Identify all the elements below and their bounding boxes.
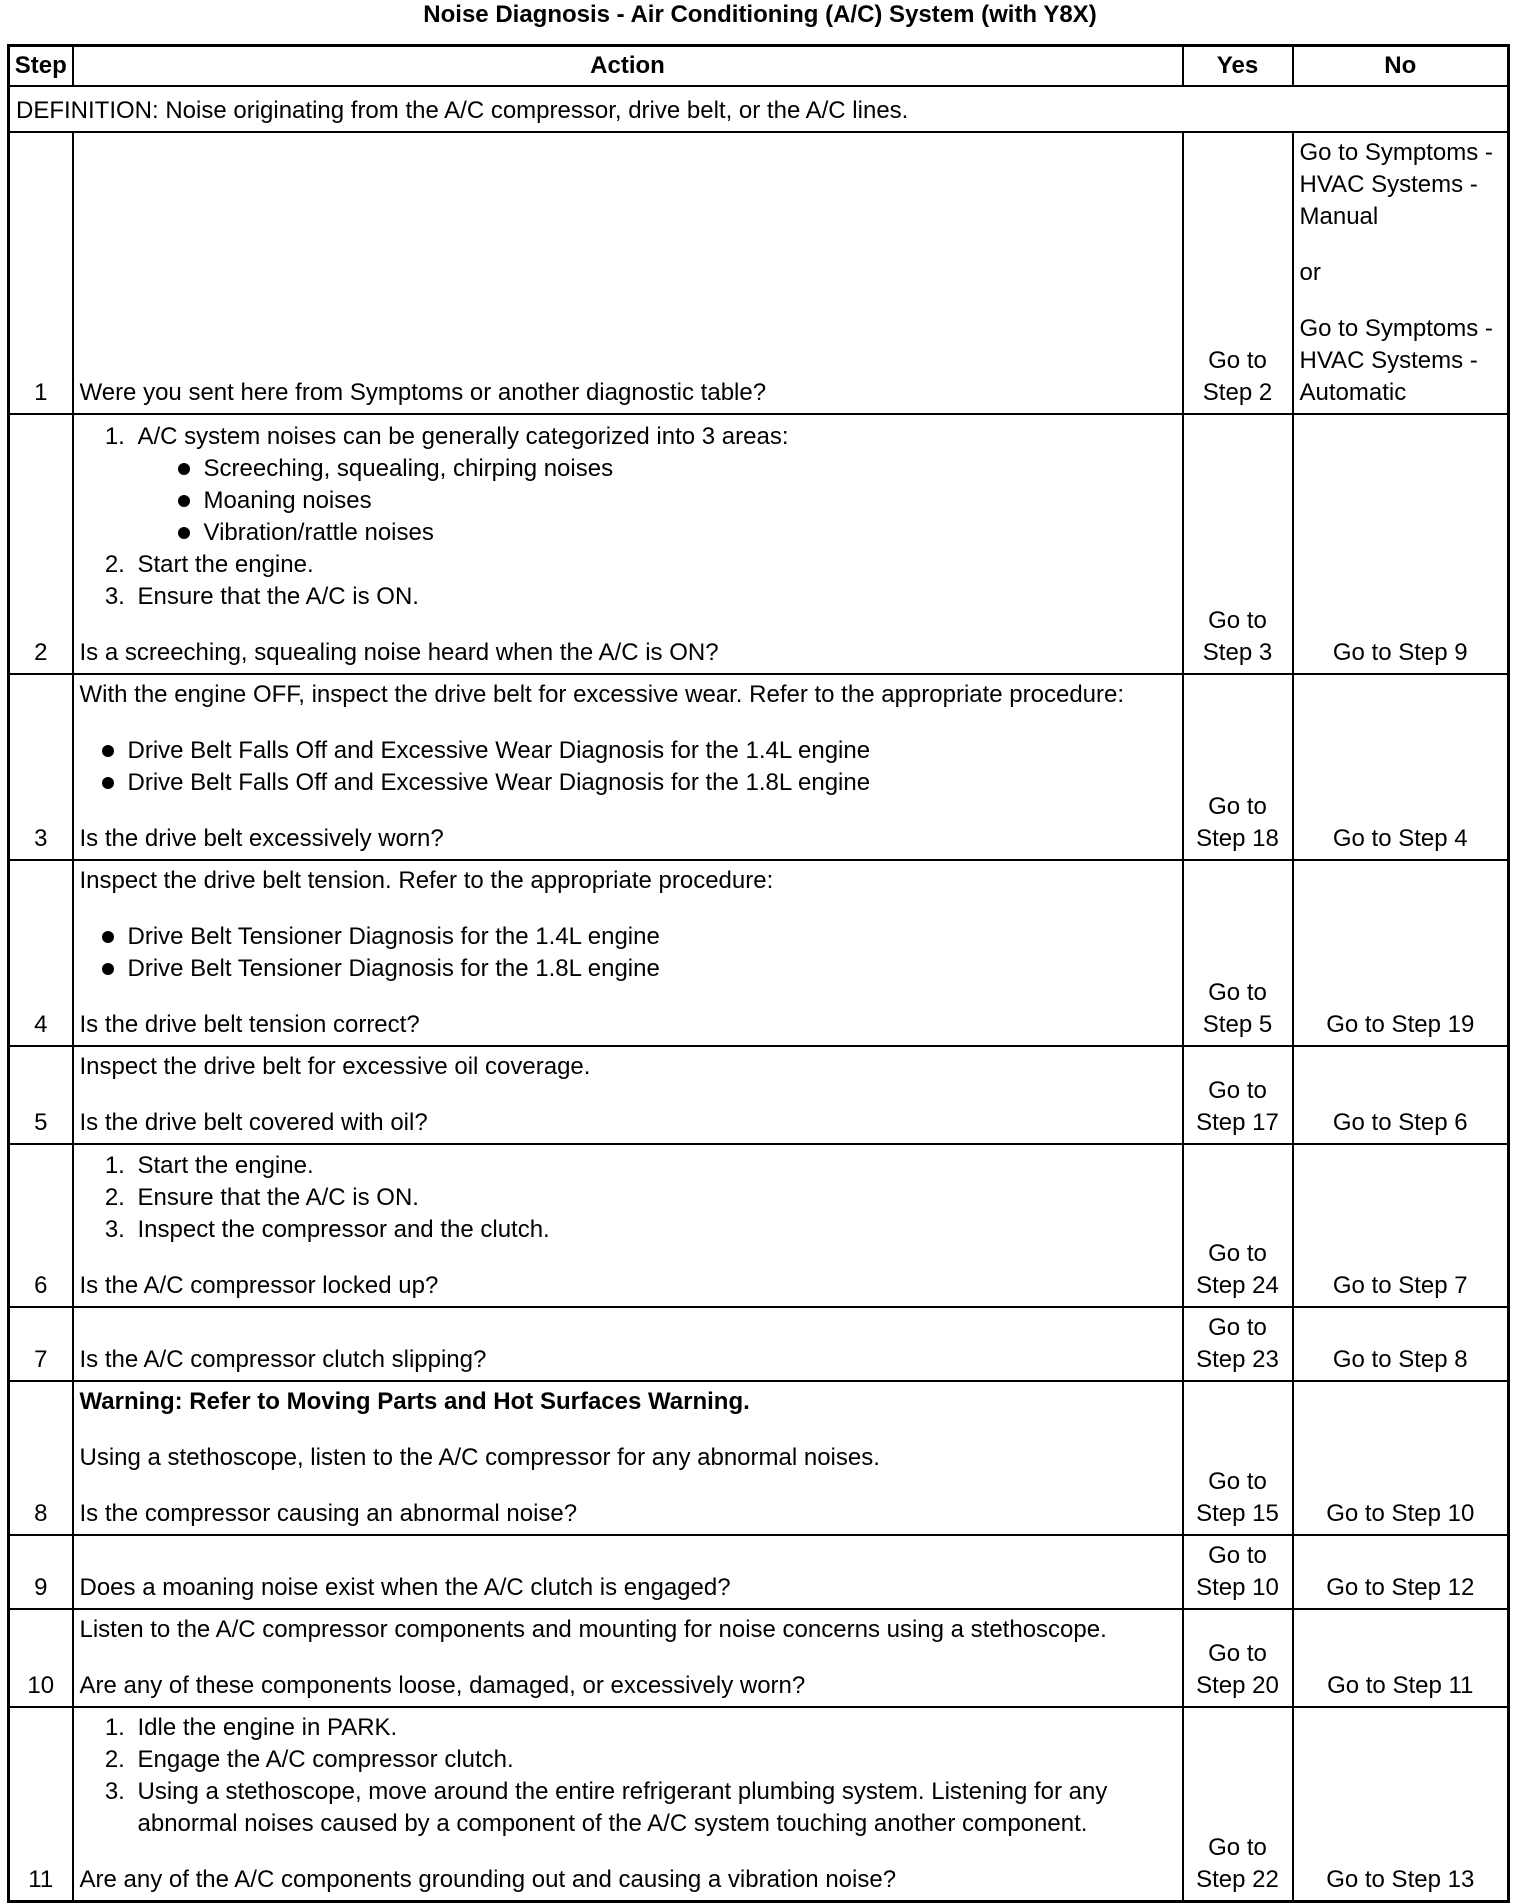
bullet-item: Drive Belt Tensioner Diagnosis for the 1.8L engine — [98, 953, 1176, 985]
step-number: 3 — [9, 674, 73, 860]
yes-line: Step 23 — [1196, 1346, 1279, 1373]
question-text: Is the drive belt tension correct? — [79, 1011, 420, 1038]
question-text: Is the drive belt excessively worn? — [79, 825, 444, 852]
yes-cell — [1183, 1535, 1293, 1609]
yes-line: Go to — [1208, 1468, 1267, 1495]
table-row — [9, 674, 1509, 860]
no-cell: Go to Step 8 — [1293, 1307, 1509, 1381]
yes-cell — [1183, 860, 1293, 1046]
table-row — [9, 132, 1509, 414]
action-cell — [73, 1535, 1183, 1609]
yes-cell — [1183, 1381, 1293, 1535]
yes-line: Step 2 — [1202, 379, 1273, 406]
no-line: HVAC Systems - — [1299, 347, 1478, 374]
step-number: 8 — [9, 1381, 73, 1535]
table-row — [9, 1046, 1509, 1144]
action-cell — [73, 1046, 1183, 1144]
no-line: Automatic — [1299, 379, 1407, 406]
step-number: 2 — [9, 414, 73, 674]
yes-line: Go to — [1208, 1240, 1267, 1267]
table-row — [9, 860, 1509, 1046]
no-cell: Go to Step 12 — [1293, 1535, 1509, 1609]
yes-line: Go to — [1208, 793, 1267, 820]
list-item — [132, 421, 1176, 549]
question-text: Does a moaning noise exist when the A/C clutch is engaged? — [79, 1574, 731, 1601]
bullet-item: Moaning noises — [174, 485, 1176, 517]
step-number: 11 — [9, 1707, 73, 1902]
header-step: Step — [9, 46, 73, 87]
action-cell — [73, 414, 1183, 674]
warning-text: Warning: Refer to Moving Parts and Hot Surfaces Warning. — [79, 1388, 750, 1415]
definition-text: DEFINITION: Noise originating from the A/C compressor, drive belt, or the A/C lines. — [9, 86, 1509, 132]
action-cell — [73, 1307, 1183, 1381]
yes-line: Go to — [1208, 1542, 1267, 1569]
question-text: Is a screeching, squealing noise heard when the A/C is ON? — [79, 639, 719, 666]
table-row — [9, 1381, 1509, 1535]
numbered-list — [80, 1712, 1176, 1840]
header-row — [9, 46, 1509, 87]
yes-cell — [1183, 1144, 1293, 1307]
no-line: Manual — [1299, 203, 1379, 230]
list-item: 1. Idle the engine in PARK. — [132, 1712, 1176, 1744]
yes-line: Go to — [1208, 1640, 1267, 1667]
action-cell — [73, 132, 1183, 414]
step-number: 5 — [9, 1046, 73, 1144]
bullet-item: Drive Belt Tensioner Diagnosis for the 1.4L engine — [98, 921, 1176, 953]
bullet-item: Drive Belt Falls Off and Excessive Wear Diagnosis for the 1.8L engine — [98, 767, 1176, 799]
action-cell — [73, 860, 1183, 1046]
list-item: 3. Inspect the compressor and the clutch. — [132, 1214, 1176, 1246]
table-row — [9, 1307, 1509, 1381]
yes-line: Go to — [1208, 1314, 1267, 1341]
table-row — [9, 1144, 1509, 1307]
header-no: No — [1293, 46, 1509, 87]
yes-line: Go to — [1208, 1834, 1267, 1861]
step-number: 4 — [9, 860, 73, 1046]
no-cell: Go to Step 9 — [1293, 414, 1509, 674]
list-item: 1. Start the engine. — [132, 1150, 1176, 1182]
action-cell — [73, 1144, 1183, 1307]
yes-line: Step 5 — [1202, 1011, 1273, 1038]
no-line: Go to Symptoms - — [1299, 139, 1493, 166]
page-title: Noise Diagnosis - Air Conditioning (A/C) System (with Y8X) — [423, 1, 1097, 28]
question-text: Is the drive belt covered with oil? — [79, 1109, 428, 1136]
bullet-list — [138, 453, 1176, 549]
yes-line: Go to — [1208, 979, 1267, 1006]
action-cell — [73, 1381, 1183, 1535]
no-line: or — [1299, 259, 1321, 286]
no-cell: Go to Step 4 — [1293, 674, 1509, 860]
step-number: 9 — [9, 1535, 73, 1609]
yes-cell — [1183, 674, 1293, 860]
question-text: Are any of the A/C components grounding out and causing a vibration noise? — [79, 1866, 897, 1893]
bullet-item: Screeching, squealing, chirping noises — [174, 453, 1176, 485]
no-line: HVAC Systems - — [1299, 171, 1478, 198]
intro-text: Inspect the drive belt for excessive oil coverage. — [79, 1053, 591, 1080]
no-cell: Go to Step 11 — [1293, 1609, 1509, 1707]
numbered-list — [80, 421, 1176, 613]
no-cell: Go to Step 7 — [1293, 1144, 1509, 1307]
step-number: 6 — [9, 1144, 73, 1307]
table-row — [9, 1609, 1509, 1707]
yes-line: Step 3 — [1202, 639, 1273, 666]
bullet-list — [80, 921, 1176, 985]
action-cell — [73, 674, 1183, 860]
bullet-list — [80, 735, 1176, 799]
no-cell: Go to Step 6 — [1293, 1046, 1509, 1144]
action-cell — [73, 1609, 1183, 1707]
no-cell: Go to Step 10 — [1293, 1381, 1509, 1535]
yes-line: Go to — [1208, 347, 1267, 374]
yes-line: Step 24 — [1196, 1272, 1279, 1299]
yes-line: Go to — [1208, 607, 1267, 634]
yes-line: Go to — [1208, 1077, 1267, 1104]
intro-text: Inspect the drive belt tension. Refer to the appropriate procedure: — [79, 867, 774, 894]
yes-line: Step 17 — [1196, 1109, 1279, 1136]
diagnosis-table — [7, 44, 1510, 1903]
yes-cell — [1183, 414, 1293, 674]
yes-line: Step 15 — [1196, 1500, 1279, 1527]
no-line: Go to Symptoms - — [1299, 315, 1493, 342]
step-number: 7 — [9, 1307, 73, 1381]
table-row — [9, 1707, 1509, 1902]
question-text: Is the compressor causing an abnormal noise? — [79, 1500, 578, 1527]
step-number: 1 — [9, 132, 73, 414]
yes-line: Step 22 — [1196, 1866, 1279, 1893]
no-cell — [1293, 132, 1509, 414]
bullet-item: Drive Belt Falls Off and Excessive Wear Diagnosis for the 1.4L engine — [98, 735, 1176, 767]
action-cell — [73, 1707, 1183, 1902]
list-item-text: A/C system noises can be generally categorized into 3 areas: — [137, 423, 789, 450]
yes-cell — [1183, 1307, 1293, 1381]
table-row — [9, 414, 1509, 674]
list-item: 3. Using a stethoscope, move around the entire refrigerant plumbing system. Listening for any abnormal noises caused by a component of the A/C system touching another component. — [132, 1776, 1176, 1840]
intro-text: Using a stethoscope, listen to the A/C compressor for any abnormal noises. — [79, 1444, 880, 1471]
yes-cell — [1183, 1707, 1293, 1902]
yes-cell — [1183, 1609, 1293, 1707]
question-text: Is the A/C compressor locked up? — [79, 1272, 439, 1299]
step-number: 10 — [9, 1609, 73, 1707]
list-item: 3. Ensure that the A/C is ON. — [132, 581, 1176, 613]
numbered-list — [80, 1150, 1176, 1246]
question-text: Were you sent here from Symptoms or another diagnostic table? — [79, 379, 767, 406]
yes-cell — [1183, 1046, 1293, 1144]
intro-text: Listen to the A/C compressor components and mounting for noise concerns using a stethoscope. — [79, 1616, 1107, 1643]
yes-line: Step 20 — [1196, 1672, 1279, 1699]
yes-line: Step 18 — [1196, 825, 1279, 852]
header-yes: Yes — [1183, 46, 1293, 87]
yes-line: Step 10 — [1196, 1574, 1279, 1601]
no-cell: Go to Step 13 — [1293, 1707, 1509, 1902]
question-text: Is the A/C compressor clutch slipping? — [79, 1346, 487, 1373]
list-item: 2. Start the engine. — [132, 549, 1176, 581]
header-action: Action — [73, 46, 1183, 87]
intro-text: With the engine OFF, inspect the drive belt for excessive wear. Refer to the appropriate procedure: — [79, 681, 1125, 708]
definition-row — [9, 86, 1509, 132]
bullet-item: Vibration/rattle noises — [174, 517, 1176, 549]
list-item: 2. Ensure that the A/C is ON. — [132, 1182, 1176, 1214]
list-item: 2. Engage the A/C compressor clutch. — [132, 1744, 1176, 1776]
yes-cell — [1183, 132, 1293, 414]
table-row — [9, 1535, 1509, 1609]
no-cell: Go to Step 19 — [1293, 860, 1509, 1046]
question-text: Are any of these components loose, damaged, or excessively worn? — [79, 1672, 806, 1699]
